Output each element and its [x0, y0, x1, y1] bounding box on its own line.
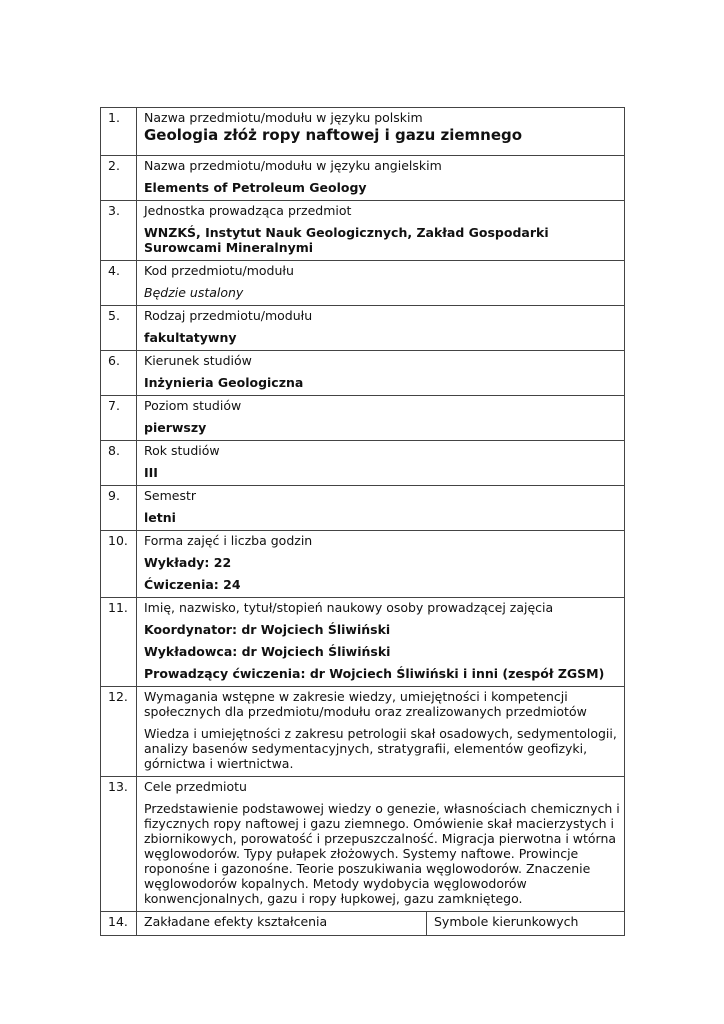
table-row [101, 156, 625, 201]
field-label: Imię, nazwisko, tytuł/stopień naukowy osoby prowadzącej zajęcia [144, 600, 554, 615]
field-label: Nazwa przedmiotu/modułu w języku angielskim [144, 158, 442, 173]
course-name-polish: Geologia złóż ropy naftowej i gazu ziemnego [144, 126, 523, 144]
field-label: Kierunek studiów [144, 353, 252, 368]
row-number: 14. [101, 912, 137, 936]
course-name-english: Elements of Petroleum Geology [144, 180, 367, 195]
table-row [101, 261, 625, 306]
exercise-instructor: Prowadzący ćwiczenia: dr Wojciech Śliwiński i inni (zespół ZGSM) [144, 666, 605, 681]
course-objectives: Przedstawienie podstawowej wiedzy o genezie, własnościach chemicznych i fizycznych ropy naftowej i gazu ziemnego. Omówienie skał macierzystych i zbiornikowych, porowatość i przepuszczalność. Migracja pierwotna i wtórna węglowodorów. Typy pułapek złożowych. Systemy naftowe. Prowincje roponośne i gazonośne. Teorie poszukiwania węglowodorów. Znaczenie węglowodorów kopalnych. Metody wydobycia węglowodorów konwencjonalnych, gazu i ropy łupkowej, gazu zamkniętego. [144, 801, 620, 906]
row-number: 6. [101, 351, 137, 396]
field-of-study: Inżynieria Geologiczna [144, 375, 304, 390]
table-row [101, 486, 625, 531]
row-number: 11. [101, 598, 137, 687]
field-symbols-header: Symbole kierunkowych [427, 912, 625, 936]
exercise-hours: Ćwiczenia: 24 [144, 577, 241, 592]
row-number: 9. [101, 486, 137, 531]
row-number: 7. [101, 396, 137, 441]
table-row [101, 108, 625, 156]
semester: letni [144, 510, 176, 525]
lecture-hours: Wykłady: 22 [144, 555, 232, 570]
row-number: 12. [101, 687, 137, 777]
course-code: Będzie ustalony [144, 285, 244, 300]
field-label: Forma zajęć i liczba godzin [144, 533, 313, 548]
field-label: Cele przedmiotu [144, 779, 247, 794]
field-label: Nazwa przedmiotu/modułu w języku polskim [144, 110, 423, 125]
field-label: Kod przedmiotu/modułu [144, 263, 294, 278]
course-description-table [100, 107, 625, 936]
teaching-unit: WNZKŚ, Instytut Nauk Geologicznych, Zakład Gospodarki Surowcami Mineralnymi [144, 225, 549, 255]
table-row [101, 912, 625, 936]
field-label: Semestr [144, 488, 197, 503]
row-number: 8. [101, 441, 137, 486]
field-label: Rok studiów [144, 443, 220, 458]
table-row [101, 201, 625, 261]
table-row [101, 441, 625, 486]
learning-outcomes-header: Zakładane efekty kształcenia [137, 912, 427, 936]
row-number: 3. [101, 201, 137, 261]
course-type: fakultatywny [144, 330, 237, 345]
lecturer: Wykładowca: dr Wojciech Śliwiński [144, 644, 391, 659]
prerequisites: Wiedza i umiejętności z zakresu petrologii skał osadowych, sedymentologii, analizy basenów sedymentacyjnych, stratygrafii, elementów geofizyki, górnictwa i wiertnictwa. [144, 726, 617, 771]
row-number: 4. [101, 261, 137, 306]
row-number: 1. [101, 108, 137, 156]
table-row [101, 531, 625, 598]
table-row [101, 687, 625, 777]
row-number: 13. [101, 777, 137, 912]
table-row [101, 351, 625, 396]
field-label: Poziom studiów [144, 398, 242, 413]
study-level: pierwszy [144, 420, 207, 435]
table-row [101, 396, 625, 441]
row-number: 10. [101, 531, 137, 598]
field-label: Jednostka prowadząca przedmiot [144, 203, 352, 218]
row-number: 2. [101, 156, 137, 201]
coordinator: Koordynator: dr Wojciech Śliwiński [144, 622, 391, 637]
field-label: Rodzaj przedmiotu/modułu [144, 308, 313, 323]
table-row [101, 306, 625, 351]
field-label: Wymagania wstępne w zakresie wiedzy, umiejętności i kompetencji społecznych dla przedmiotu/modułu oraz zrealizowanych przedmiotów [144, 689, 587, 719]
table-row [101, 777, 625, 912]
table-row [101, 598, 625, 687]
row-number: 5. [101, 306, 137, 351]
study-year: III [144, 465, 158, 480]
